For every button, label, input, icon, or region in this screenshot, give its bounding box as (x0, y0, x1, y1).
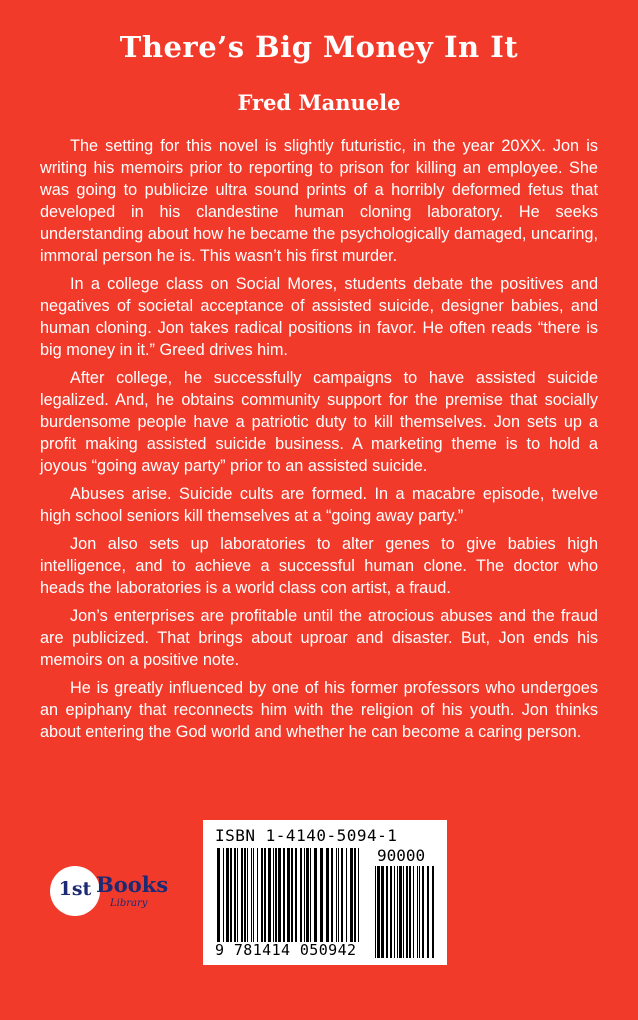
barcode-bar (346, 848, 347, 942)
isbn-text: ISBN 1-4140-5094-1 (215, 826, 398, 845)
barcode-bar (422, 866, 424, 958)
barcode-bar (217, 848, 220, 942)
barcode-bar (268, 848, 271, 942)
barcode-bar (354, 848, 356, 942)
publisher-logo-badge: 1st (58, 878, 92, 900)
barcode-bar (275, 848, 277, 942)
barcode-bar (403, 866, 404, 958)
barcode-bar (310, 848, 311, 942)
barcode-bar (381, 866, 384, 958)
barcode-bar (253, 848, 254, 942)
barcode-panel (203, 820, 447, 965)
barcode-bar (394, 866, 395, 958)
price-code: 90000 (377, 846, 426, 865)
publisher-logo (50, 866, 180, 916)
barcode-bar (375, 866, 376, 958)
barcode-bar (331, 848, 333, 942)
barcode-bar (261, 848, 263, 942)
blurb-paragraph: Jon also sets up laboratories to alter genes to give babies high intelligence, and to achieve a successful human clone. The doctor who heads the laboratories is a world class con artist, a fraud. (40, 535, 598, 597)
barcode-bar (399, 866, 402, 958)
barcode-bar (417, 866, 418, 958)
blurb-paragraph: Jon’s enterprises are profitable until the atrocious abuses and the fraud are publicized. That brings about uproar and disaster. But, Jon ends his memoirs on a positive note. (40, 607, 598, 669)
barcode-bar (247, 848, 248, 942)
barcode-bar (336, 848, 337, 942)
barcode-bar (237, 848, 238, 942)
blurb-paragraph: Abuses arise. Suicide cults are formed. In a macabre episode, twelve high school seniors kill themselves at a “going away party.” (40, 485, 598, 525)
barcode-bar (358, 848, 359, 942)
barcode-bar (226, 848, 229, 942)
barcode-bar (230, 848, 232, 942)
book-title: There’s Big Money In It (119, 30, 519, 64)
barcode-bar (397, 866, 398, 958)
barcode-bar (386, 866, 388, 958)
blurb-paragraph: He is greatly influenced by one of his former professors who undergoes an epiphany that reconnects him with the religion of his youth. Jon thinks about entering the God world and whether he can become a caring person. (40, 679, 598, 741)
barcode-bar (338, 848, 339, 942)
barcode-bar (341, 848, 343, 942)
barcode-bar (264, 848, 266, 942)
barcode-bar (350, 848, 353, 942)
barcode-bar (304, 848, 305, 942)
barcode-bar (291, 848, 293, 942)
barcode-bar (241, 848, 243, 942)
barcode-bar (326, 848, 329, 942)
barcode-bar (295, 848, 297, 942)
publisher-logo-name: Books (96, 872, 169, 897)
barcode-bar (432, 866, 434, 958)
barcode-bar (257, 848, 258, 942)
barcode-bar (251, 848, 252, 942)
barcode-bar (413, 866, 414, 958)
barcode-bar (283, 848, 285, 942)
barcode-bar (390, 866, 392, 958)
barcode-bar (406, 866, 408, 958)
barcode-bar (306, 848, 309, 942)
barcode-bar (419, 866, 420, 958)
barcode-bar (234, 848, 236, 942)
blurb-paragraph: In a college class on Social Mores, students debate the positives and negatives of societal acceptance of assisted suicide, designer babies, and human cloning. Jon takes radical positions in favor. He often reads “there is big money in it.” Greed drives him. (40, 275, 598, 359)
book-author: Fred Manuele (237, 90, 401, 115)
barcode-number: 9 781414 050942 (215, 941, 357, 959)
barcode-bar (300, 848, 302, 942)
barcode-bar (377, 866, 380, 958)
barcode-bar (320, 848, 323, 942)
barcode-bar (244, 848, 246, 942)
barcode-bar (223, 848, 224, 942)
blurb-paragraph: The setting for this novel is slightly futuristic, in the year 20XX. Jon is writing his memoirs prior to reporting to prison for killing an employee. She was going to publicize ultra sound prints of a horribly deformed fetus that developed in his clandestine human cloning laboratory. He seeks understanding about how he became the psychologically damaged, uncaring, immoral person he is. This wasn’t his first murder. (40, 137, 598, 265)
publisher-logo-sub: Library (110, 898, 148, 909)
barcode-bar (314, 848, 317, 942)
barcode-bar (427, 866, 429, 958)
barcode-bar (409, 866, 411, 958)
barcode-bar (287, 848, 290, 942)
blurb-paragraph: After college, he successfully campaigns to have assisted suicide legalized. And, he obtains community support for the premise that socially burdensome people have a patriotic duty to kill themselves. Jon sets up a profit making assisted suicide business. A marketing theme is to hold a joyous “going away party” prior to an assisted suicide. (40, 369, 598, 475)
barcode-bar (273, 848, 274, 942)
barcode-bar (278, 848, 281, 942)
back-cover-blurb (40, 135, 598, 749)
